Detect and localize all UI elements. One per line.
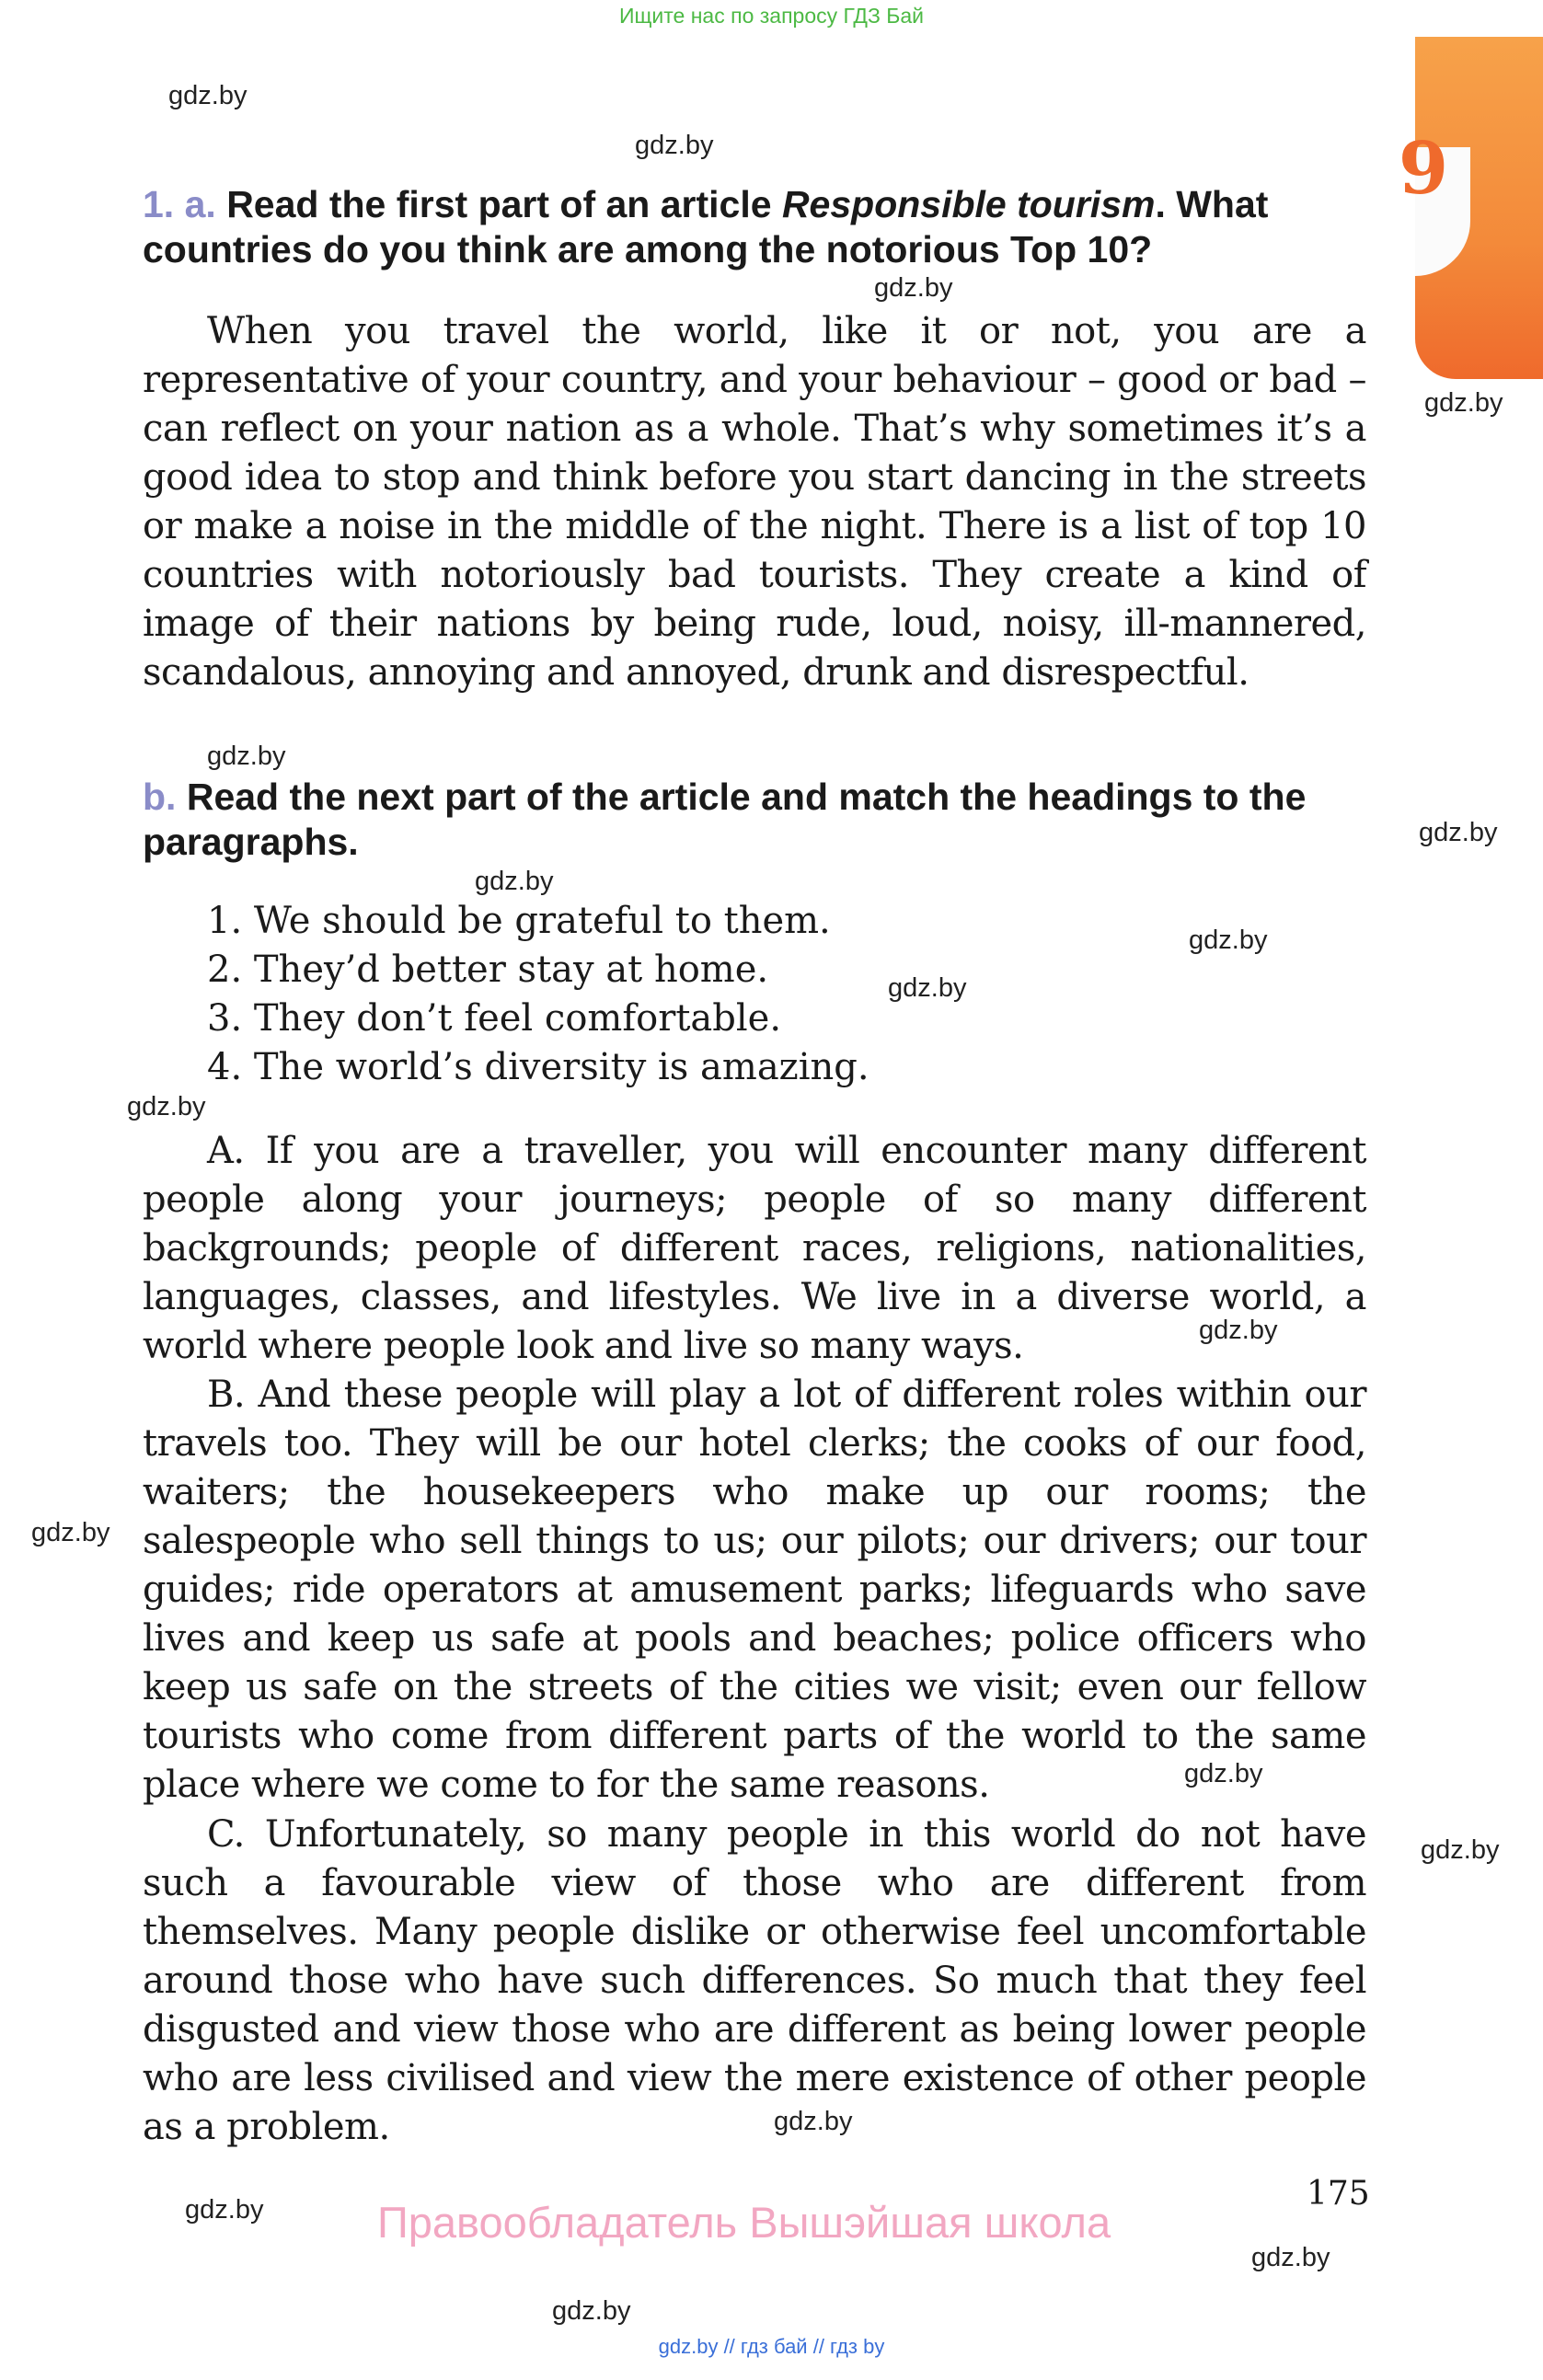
- watermark: gdz.by: [31, 1518, 110, 1547]
- heading-item: 2. They’d better stay at home.: [207, 949, 769, 991]
- watermark: gdz.by: [1184, 1759, 1263, 1788]
- paragraph-c: C. Unfortunately, so many people in this world do not have such a favourable view of those who are different from themselves. Many people dislike or otherwise feel uncomfortable around those who have such differences. So much that they feel disgusted and view those who are different as being lower people who are less civilised and view the mere existence of other people as a problem.: [143, 1813, 1366, 2148]
- watermark: gdz.by: [207, 742, 286, 771]
- heading-item: 3. They don’t feel comfortable.: [207, 997, 782, 1040]
- watermark: gdz.by: [774, 2107, 853, 2136]
- watermark: gdz.by: [475, 867, 554, 896]
- watermark: gdz.by: [185, 2195, 264, 2225]
- article-intro: When you travel the world, like it or not, you are a representative of your country, and your behaviour – good or bad – can reflect on your nation as a whole. That’s why sometimes it’s a good idea to stop and think before you start dancing in the streets or make a noise in the middle of the night. There is a list of top 10 countries with notoriously bad tourists. They create a kind of image of their nations by being rude, loud, noisy, ill-mannered, scandalous, annoying and annoyed, drunk and disrespectful.: [143, 310, 1366, 694]
- watermark: gdz.by: [1419, 818, 1498, 847]
- watermark: gdz.by: [1424, 388, 1503, 418]
- article-title: Responsible tourism: [781, 183, 1156, 225]
- watermark: gdz.by: [635, 131, 714, 160]
- watermark: gdz.by: [1199, 1316, 1278, 1345]
- watermark: gdz.by: [168, 81, 248, 110]
- task-1a-text-before: Read the first part of an article: [226, 183, 782, 225]
- headings-list: [207, 897, 869, 1092]
- task-1a-instruction: [143, 182, 1366, 272]
- watermark: gdz.by: [888, 973, 967, 1003]
- footer-links[interactable]: gdz.by // гдз бай // гдз by: [658, 2335, 885, 2358]
- paragraph-b: B. And these people will play a lot of different roles within our travels too. They will be our hotel clerks; the cooks of our food, waiters; the housekeepers who make up our rooms; the salespeople who sell things to us; our pilots; our drivers; our tour guides; ride operators at amusement parks; lifeguards who save lives and keep us safe at pools and beaches; police officers who keep us safe on the streets of the cities we visit; even our fellow tourists who come from different parts of the world to the same place where we come to for the same reasons.: [143, 1374, 1366, 1806]
- watermark: gdz.by: [127, 1092, 206, 1121]
- watermark: gdz.by: [1189, 926, 1268, 955]
- chapter-number: 9: [1398, 127, 1449, 211]
- watermark: gdz.by: [1421, 1835, 1500, 1865]
- task-1b-label: b.: [143, 776, 177, 818]
- heading-item: 1. We should be grateful to them.: [207, 900, 831, 942]
- watermark: gdz.by: [874, 273, 953, 303]
- watermark: gdz.by: [1251, 2243, 1330, 2272]
- task-1b-instruction: [143, 775, 1366, 865]
- watermark: gdz.by: [552, 2296, 631, 2326]
- task-1a-text-after: . What countries do you think are among the notorious Top 10?: [143, 183, 1269, 270]
- task-1a-label: 1. a.: [143, 183, 216, 225]
- paragraph-a: A. If you are a traveller, you will encounter many different people along your journeys; people of so many different backgrounds; people of different races, religions, nationalities, languages, classes, and lifestyles. We live in a diverse world, a world where people look and live so many ways.: [143, 1130, 1366, 1367]
- task-1b-text: Read the next part of the article and match the headings to the paragraphs.: [143, 776, 1307, 863]
- top-banner[interactable]: Ищите нас по запросу ГДЗ Бай: [618, 4, 925, 28]
- copyright-notice: Правообладатель Вышэйшая школа: [377, 2198, 1111, 2247]
- page-number: 175: [1307, 2175, 1370, 2213]
- heading-item: 4. The world’s diversity is amazing.: [207, 1046, 869, 1088]
